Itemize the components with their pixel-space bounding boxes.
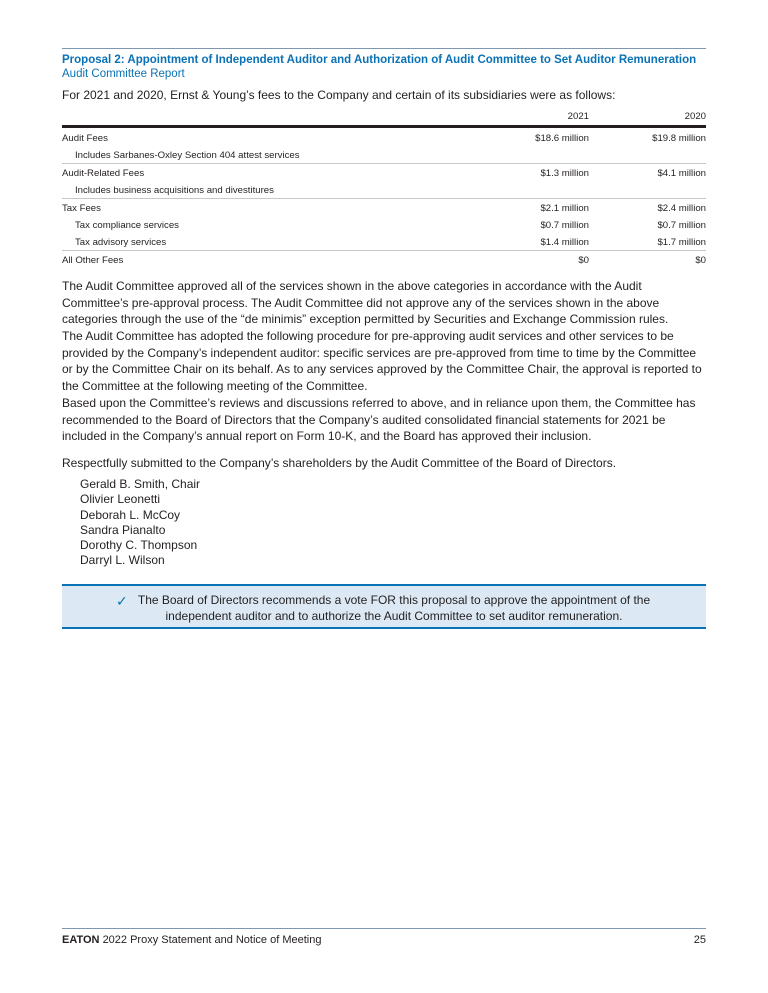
signatory-name: Sandra Pianalto — [80, 522, 166, 537]
section-title: Audit Committee Report — [62, 68, 185, 80]
table-row — [62, 233, 706, 251]
row-label: Audit Fees — [62, 133, 108, 144]
footer — [62, 934, 321, 946]
row-label: Tax compliance services — [75, 220, 179, 231]
recommendation-text: The Board of Directors recommends a vote FOR this proposal to approve the appointment of the independent auditor and to authorize the Audit Committee to set auditor remuneration. — [137, 593, 651, 623]
row-value-2021: $1.3 million — [540, 168, 589, 179]
column-header-2021: 2021 — [567, 111, 589, 122]
row-value-2020: $19.8 million — [652, 133, 706, 144]
intro-text: For 2021 and 2020, Ernst & Young’s fees to the Company and certain of its subsidiaries were as follows: — [62, 88, 616, 102]
paragraph-recommendation: Based upon the Committee’s reviews and discussions referred to above, and in reliance upon them, the Committee has recommended to the Board of Directors that the Company’s audited consolidated financial statements for 2021 be included in the Company’s annual report on Form 10-K, and the Board has approved their inclusion. — [62, 396, 696, 444]
row-value-2020: $0 — [695, 255, 706, 266]
table-row — [62, 129, 706, 146]
row-value-2021: $0.7 million — [540, 220, 589, 231]
table-row — [62, 199, 706, 216]
row-value-2021: $0 — [578, 255, 589, 266]
table-row — [62, 251, 706, 268]
table-row — [62, 164, 706, 181]
header-rule — [62, 48, 706, 49]
signatory-name: Deborah L. McCoy — [80, 507, 181, 522]
recommendation-box — [62, 584, 706, 629]
row-value-2021: $18.6 million — [535, 133, 589, 144]
signatory-list — [80, 477, 200, 569]
paragraph-preapproval: The Audit Committee approved all of the services shown in the above categories in accordance with the Audit Committee’s pre-approval process. The Audit Committee did not approve any of the services shown in the above categories through the use of the “de minimis” exception permitted by Securities and Exchange Commission rules. — [62, 279, 669, 327]
page-number: 25 — [693, 934, 706, 946]
fees-table — [62, 108, 706, 268]
signatory-name: Olivier Leonetti — [80, 492, 161, 507]
footer-title: 2022 Proxy Statement and Notice of Meeting — [102, 934, 322, 946]
signatory-name: Darryl L. Wilson — [80, 553, 165, 568]
check-icon: ✓ — [116, 593, 128, 609]
table-row — [62, 146, 706, 164]
row-label: Tax Fees — [62, 203, 101, 214]
table-row — [62, 181, 706, 199]
row-label: Tax advisory services — [75, 237, 167, 248]
row-label: Audit-Related Fees — [62, 168, 145, 179]
footer-rule — [62, 928, 706, 929]
paragraph-submission: Respectfully submitted to the Company’s shareholders by the Audit Committee of the Board of Directors. — [62, 456, 617, 470]
row-value-2020: $1.7 million — [657, 237, 706, 248]
row-value-2020: $2.4 million — [657, 203, 706, 214]
signatory-name: Dorothy C. Thompson — [80, 538, 198, 553]
row-label: Includes business acquisitions and divestitures — [75, 185, 274, 196]
signatory-name: Gerald B. Smith, Chair — [80, 477, 201, 491]
footer-brand: EATON — [62, 934, 100, 946]
proposal-title: Proposal 2: Appointment of Independent Auditor and Authorization of Audit Committee to Set Auditor Remuneration — [62, 54, 697, 66]
table-row — [62, 216, 706, 233]
paragraph-procedure: The Audit Committee has adopted the following procedure for pre-approving audit services and other services to be provided by the Company’s independent auditor: specific services are pre-approved from time to time by the Committee or by the Committee Chair on its behalf. As to any services approved by the Committee Chair, the approval is reported to the Committee at the following meeting of the Committee. — [62, 329, 702, 393]
row-label: Includes Sarbanes-Oxley Section 404 attest services — [75, 150, 300, 161]
row-value-2021: $2.1 million — [540, 203, 589, 214]
row-value-2021: $1.4 million — [540, 237, 589, 248]
table-header — [62, 108, 706, 128]
row-value-2020: $0.7 million — [657, 220, 706, 231]
column-header-2020: 2020 — [684, 111, 706, 122]
row-value-2020: $4.1 million — [657, 168, 706, 179]
row-label: All Other Fees — [62, 255, 124, 266]
